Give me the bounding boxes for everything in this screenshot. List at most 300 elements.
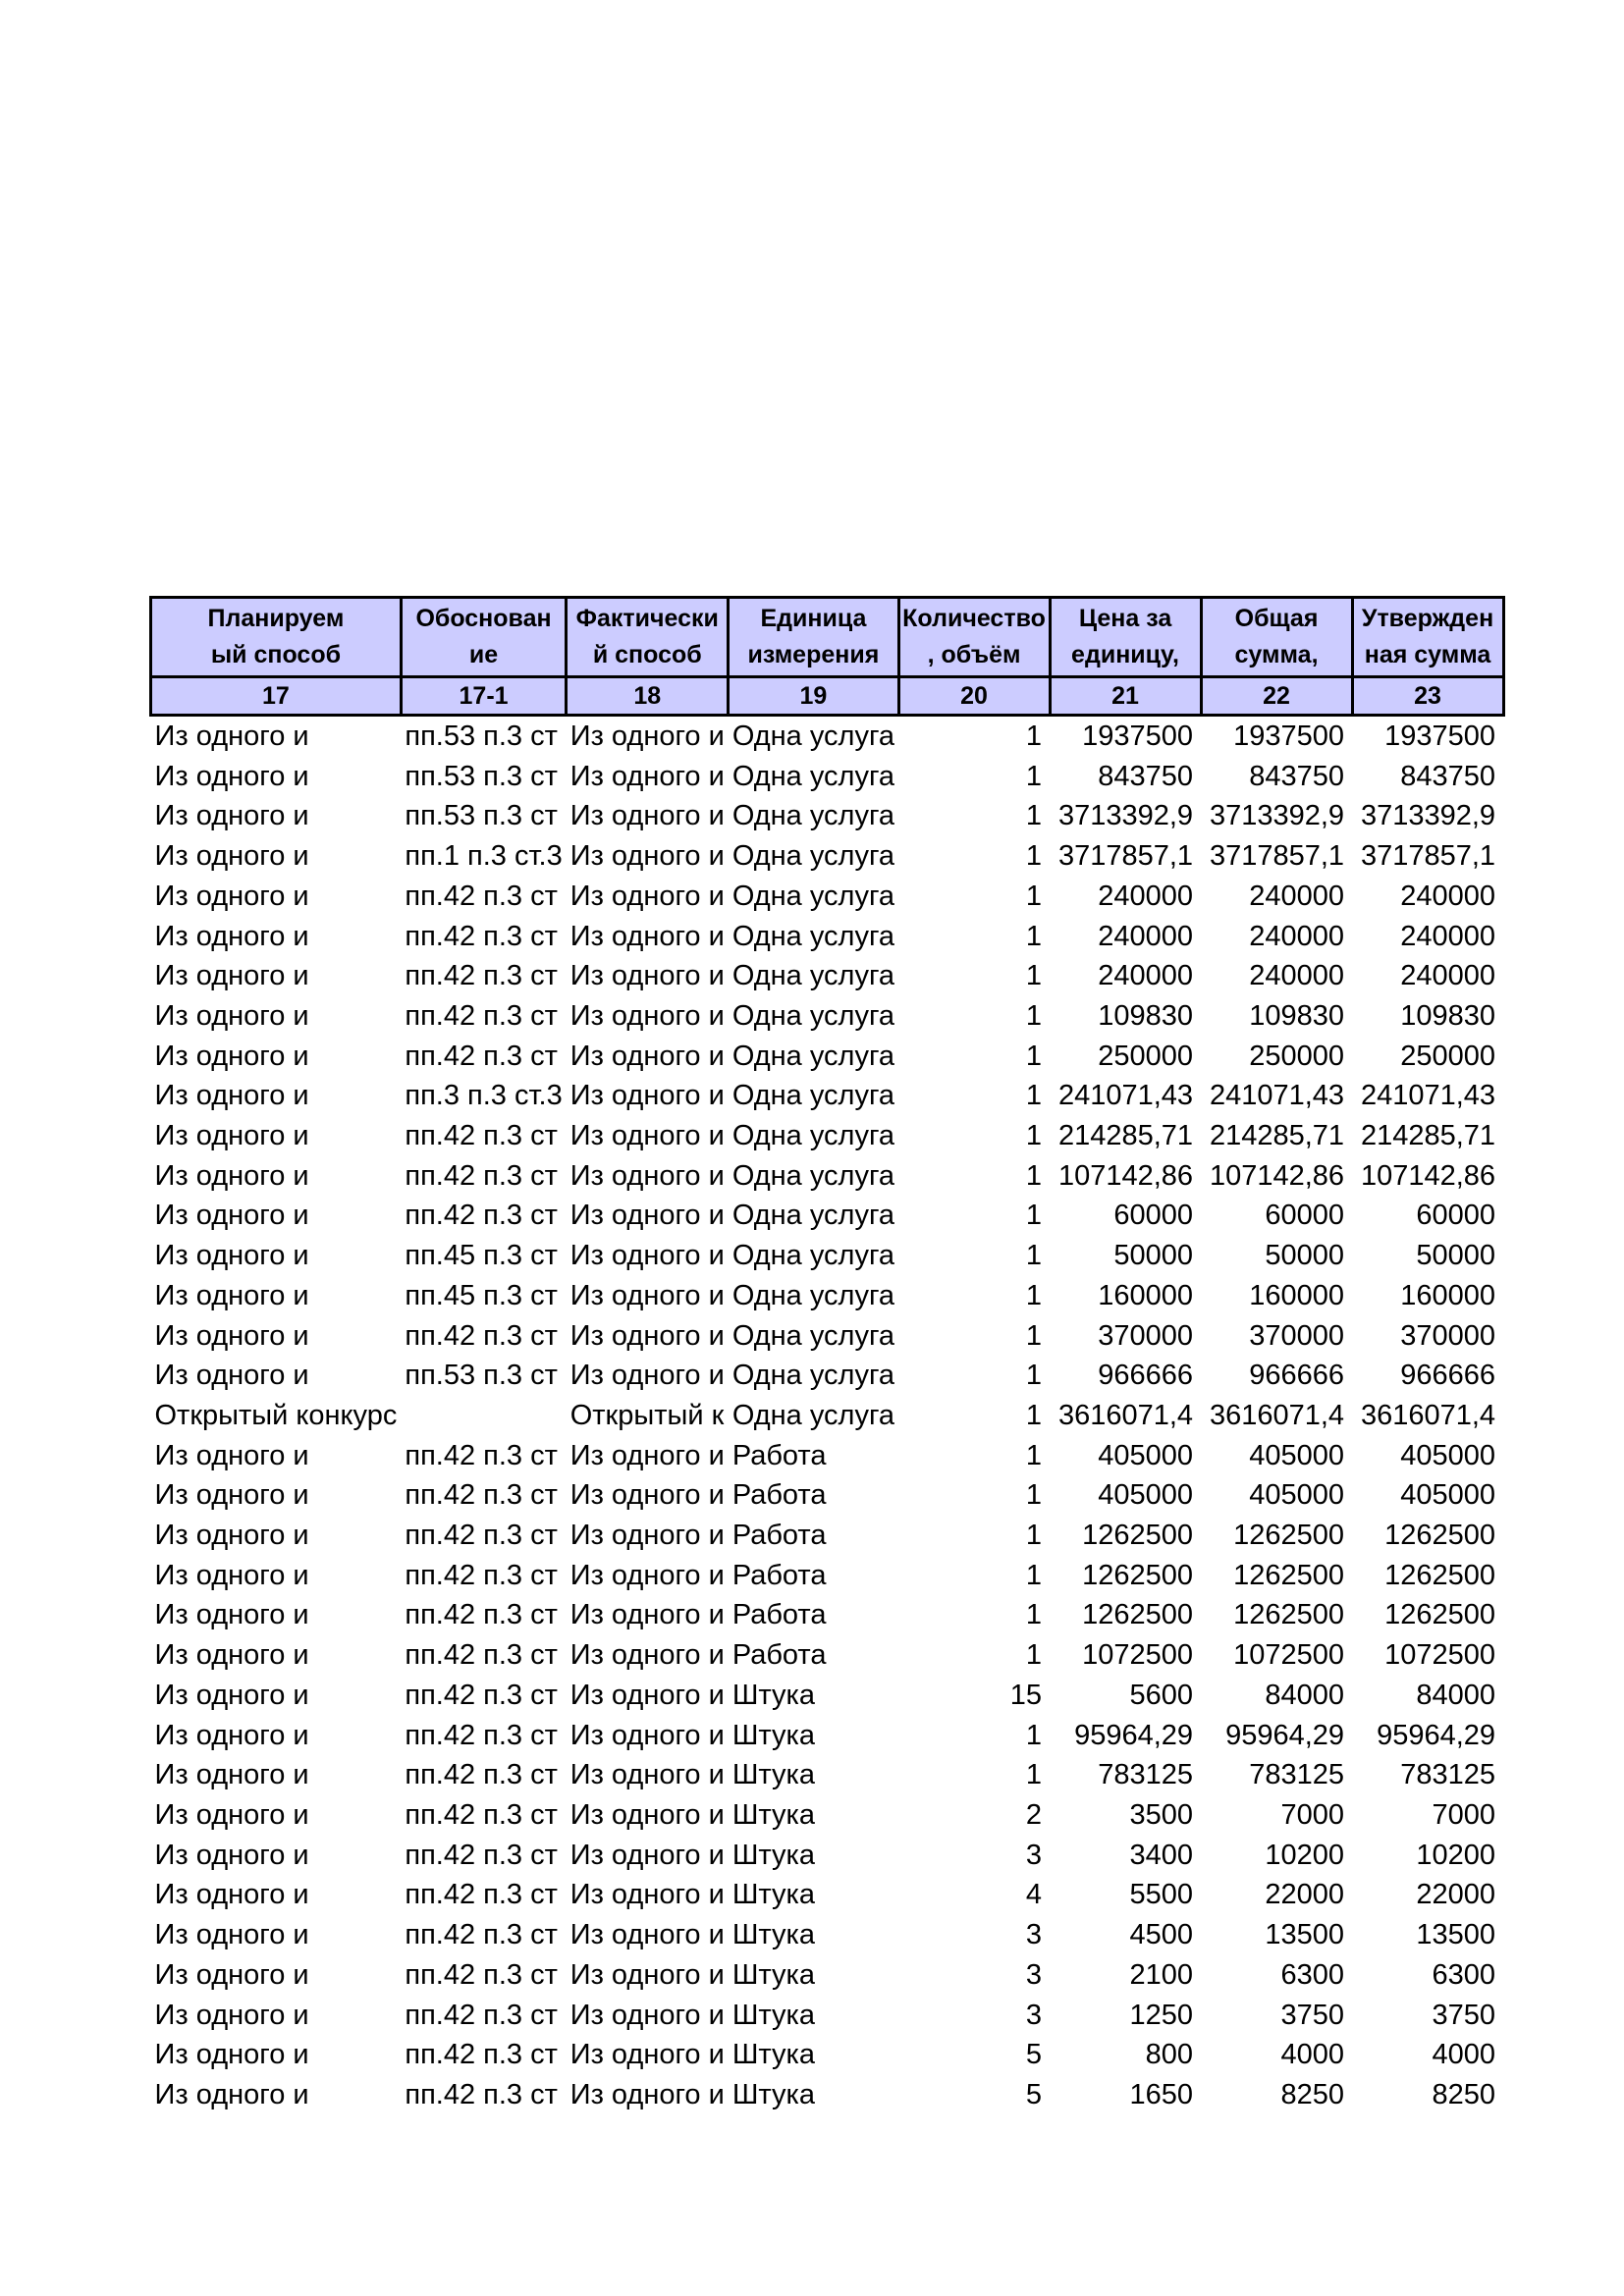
unit-cell: Штука (731, 1999, 815, 2031)
quantity-cell: 1 (1025, 1200, 1043, 1232)
table-row (151, 1516, 1504, 1556)
planned-method-cell: Из одного и (154, 920, 309, 952)
column-number: 19 (729, 677, 898, 716)
unit-price-cell: 5500 (1129, 1879, 1194, 1911)
unit-cell: Одна услуга (731, 1360, 895, 1392)
table-row (151, 1156, 1504, 1197)
unit-cell: Одна услуга (731, 840, 895, 873)
justification-cell: пп.42 п.3 ст (405, 1798, 558, 1831)
justification-cell: пп.42 п.3 ст (405, 1999, 558, 2031)
planned-method-cell: Из одного и (154, 1759, 309, 1791)
actual-method-cell: Из одного и (569, 1559, 725, 1591)
total-sum-cell: 4000 (1280, 2039, 1345, 2071)
approved-sum-cell: 241071,43 (1360, 1080, 1496, 1112)
justification-cell: пп.42 п.3 ст (405, 960, 558, 992)
unit-price-cell: 370000 (1098, 1319, 1194, 1352)
table-row (151, 796, 1504, 836)
approved-sum-cell: 6300 (1432, 1958, 1496, 1991)
table-row (151, 996, 1504, 1037)
quantity-cell: 1 (1025, 1559, 1043, 1591)
justification-cell: пп.42 п.3 ст (405, 1839, 558, 1871)
unit-cell: Работа (731, 1559, 827, 1591)
justification-cell: пп.42 п.3 ст (405, 1479, 558, 1512)
table-row (151, 1716, 1504, 1756)
total-sum-cell: 3616071,4 (1209, 1399, 1345, 1431)
total-sum-cell: 109830 (1249, 999, 1345, 1032)
quantity-cell: 1 (1025, 1479, 1043, 1512)
header-number-row (151, 677, 1504, 716)
unit-price-cell: 107142,86 (1057, 1159, 1194, 1192)
unit-price-cell: 4500 (1129, 1919, 1194, 1951)
approved-sum-cell: 3717857,1 (1360, 840, 1496, 873)
header-cell: Обоснован ие (401, 598, 566, 677)
total-sum-cell: 240000 (1249, 880, 1345, 912)
total-sum-cell: 1262500 (1233, 1599, 1345, 1631)
quantity-cell: 1 (1025, 1439, 1043, 1471)
table-row (151, 757, 1504, 797)
approved-sum-cell: 1072500 (1384, 1639, 1496, 1672)
quantity-cell: 1 (1025, 1599, 1043, 1631)
planned-method-cell: Из одного и (154, 1599, 309, 1631)
unit-price-cell: 240000 (1098, 920, 1194, 952)
header-cell: Планируем ый способ (151, 598, 402, 677)
unit-price-cell: 1650 (1129, 2078, 1194, 2110)
table-row (151, 1795, 1504, 1836)
column-number: 17-1 (401, 677, 566, 716)
quantity-cell: 1 (1025, 840, 1043, 873)
total-sum-cell: 1937500 (1233, 721, 1345, 752)
justification-cell (401, 1396, 566, 1436)
actual-method-cell: Из одного и (569, 800, 725, 832)
actual-method-cell: Из одного и (569, 721, 725, 752)
planned-method-cell: Из одного и (154, 1639, 309, 1672)
total-sum-cell: 60000 (1265, 1200, 1345, 1232)
approved-sum-cell: 405000 (1400, 1479, 1496, 1512)
total-sum-cell: 966666 (1249, 1360, 1345, 1392)
actual-method-cell: Из одного и (569, 1798, 725, 1831)
unit-price-cell: 3616071,4 (1057, 1399, 1194, 1431)
actual-method-cell: Из одного и (569, 2039, 725, 2071)
quantity-cell: 1 (1025, 721, 1043, 752)
unit-cell: Одна услуга (731, 920, 895, 952)
approved-sum-cell: 1262500 (1384, 1559, 1496, 1591)
approved-sum-cell: 8250 (1432, 2078, 1496, 2110)
header-cell: Фактически й способ (567, 598, 729, 677)
unit-price-cell: 783125 (1098, 1759, 1194, 1791)
planned-method-cell: Из одного и (154, 1200, 309, 1232)
actual-method-cell: Из одного и (569, 1839, 725, 1871)
justification-cell: пп.42 п.3 ст (405, 1159, 558, 1192)
approved-sum-cell: 370000 (1400, 1319, 1496, 1352)
approved-sum-cell: 50000 (1416, 1240, 1496, 1272)
unit-cell: Штука (731, 1879, 815, 1911)
approved-sum-cell: 10200 (1416, 1839, 1496, 1871)
table-row (151, 1316, 1504, 1357)
header-cell: Цена за единицу, (1050, 598, 1201, 677)
quantity-cell: 5 (1025, 2078, 1043, 2110)
unit-cell: Штука (731, 2039, 815, 2071)
actual-method-cell: Из одного и (569, 1639, 725, 1672)
quantity-cell: 1 (1025, 1520, 1043, 1552)
quantity-cell: 1 (1025, 1759, 1043, 1791)
actual-method-cell: Из одного и (569, 840, 725, 873)
actual-method-cell: Из одного и (569, 1200, 725, 1232)
table-row (151, 1356, 1504, 1396)
planned-method-cell: Из одного и (154, 999, 309, 1032)
total-sum-cell: 3713392,9 (1209, 800, 1345, 832)
spreadsheet-page (149, 596, 1505, 2115)
unit-price-cell: 2100 (1129, 1958, 1194, 1991)
actual-method-cell: Из одного и (569, 2078, 725, 2110)
planned-method-cell: Открытый конкурс (154, 1399, 398, 1431)
planned-method-cell: Из одного и (154, 1479, 309, 1512)
unit-price-cell: 405000 (1098, 1479, 1194, 1512)
planned-method-cell: Из одного и (154, 800, 309, 832)
procurement-table (149, 596, 1505, 2115)
justification-cell: пп.42 п.3 ст (405, 1439, 558, 1471)
planned-method-cell: Из одного и (154, 1159, 309, 1192)
planned-method-cell: Из одного и (154, 1360, 309, 1392)
unit-cell: Одна услуга (731, 1120, 895, 1152)
table-row (151, 1116, 1504, 1156)
column-number: 21 (1050, 677, 1201, 716)
approved-sum-cell: 84000 (1416, 1679, 1496, 1711)
actual-method-cell: Открытый к (569, 1399, 725, 1431)
approved-sum-cell: 3750 (1432, 1999, 1496, 2031)
unit-cell: Работа (731, 1639, 827, 1672)
planned-method-cell: Из одного и (154, 840, 309, 873)
quantity-cell: 2 (1025, 1798, 1043, 1831)
approved-sum-cell: 3713392,9 (1360, 800, 1496, 832)
actual-method-cell: Из одного и (569, 1999, 725, 2031)
unit-cell: Одна услуга (731, 800, 895, 832)
total-sum-cell: 240000 (1249, 960, 1345, 992)
quantity-cell: 15 (1009, 1679, 1043, 1711)
table-row (151, 2075, 1504, 2115)
header-cell: Единица измерения (729, 598, 898, 677)
table-row (151, 877, 1504, 917)
approved-sum-cell: 4000 (1432, 2039, 1496, 2071)
quantity-cell: 3 (1025, 1999, 1043, 2031)
justification-cell: пп.42 п.3 ст (405, 1679, 558, 1711)
quantity-cell: 1 (1025, 1319, 1043, 1352)
unit-cell: Работа (731, 1520, 827, 1552)
unit-price-cell: 214285,71 (1057, 1120, 1194, 1152)
table-row (151, 1875, 1504, 1915)
justification-cell: пп.42 п.3 ст (405, 1639, 558, 1672)
unit-price-cell: 1262500 (1082, 1559, 1194, 1591)
approved-sum-cell: 240000 (1400, 960, 1496, 992)
actual-method-cell: Из одного и (569, 920, 725, 952)
header-title-row (151, 598, 1504, 677)
planned-method-cell: Из одного и (154, 1520, 309, 1552)
approved-sum-cell: 109830 (1400, 999, 1496, 1032)
justification-cell: пп.42 п.3 ст (405, 1200, 558, 1232)
total-sum-cell: 214285,71 (1209, 1120, 1345, 1152)
planned-method-cell: Из одного и (154, 960, 309, 992)
actual-method-cell: Из одного и (569, 760, 725, 792)
approved-sum-cell: 240000 (1400, 880, 1496, 912)
planned-method-cell: Из одного и (154, 1319, 309, 1352)
total-sum-cell: 22000 (1265, 1879, 1345, 1911)
unit-price-cell: 240000 (1098, 880, 1194, 912)
unit-cell: Одна услуга (731, 1080, 895, 1112)
approved-sum-cell: 843750 (1400, 760, 1496, 792)
total-sum-cell: 1262500 (1233, 1559, 1345, 1591)
justification-cell: пп.42 п.3 ст (405, 1919, 558, 1951)
justification-cell: пп.42 п.3 ст (405, 880, 558, 912)
approved-sum-cell: 250000 (1400, 1040, 1496, 1072)
justification-cell: пп.42 п.3 ст (405, 1319, 558, 1352)
unit-cell: Одна услуга (731, 880, 895, 912)
actual-method-cell: Из одного и (569, 1520, 725, 1552)
unit-price-cell: 1072500 (1082, 1639, 1194, 1672)
approved-sum-cell: 60000 (1416, 1200, 1496, 1232)
quantity-cell: 1 (1025, 1240, 1043, 1272)
justification-cell: пп.53 п.3 ст (405, 760, 558, 792)
total-sum-cell: 13500 (1265, 1919, 1345, 1951)
justification-cell: пп.42 п.3 ст (405, 1040, 558, 1072)
quantity-cell: 1 (1025, 1279, 1043, 1311)
table-row (151, 1436, 1504, 1476)
unit-cell: Одна услуга (731, 1040, 895, 1072)
total-sum-cell: 107142,86 (1209, 1159, 1345, 1192)
planned-method-cell: Из одного и (154, 1439, 309, 1471)
table-body (151, 716, 1504, 2115)
table-row (151, 1996, 1504, 2036)
quantity-cell: 1 (1025, 1159, 1043, 1192)
quantity-cell: 1 (1025, 1399, 1043, 1431)
total-sum-cell: 8250 (1280, 2078, 1345, 2110)
table-row (151, 1037, 1504, 1077)
total-sum-cell: 6300 (1280, 1958, 1345, 1991)
unit-cell: Штука (731, 1719, 815, 1751)
total-sum-cell: 50000 (1265, 1240, 1345, 1272)
unit-cell: Штука (731, 1919, 815, 1951)
column-number: 17 (151, 677, 402, 716)
table-row (151, 1475, 1504, 1516)
quantity-cell: 4 (1025, 1879, 1043, 1911)
quantity-cell: 1 (1025, 920, 1043, 952)
unit-price-cell: 843750 (1098, 760, 1194, 792)
approved-sum-cell: 95964,29 (1377, 1719, 1496, 1751)
actual-method-cell: Из одного и (569, 1958, 725, 1991)
actual-method-cell: Из одного и (569, 1120, 725, 1152)
table-row (151, 1676, 1504, 1716)
header-cell: Утвержден ная сумма (1352, 598, 1503, 677)
column-number: 18 (567, 677, 729, 716)
planned-method-cell: Из одного и (154, 1879, 309, 1911)
justification-cell: пп.42 п.3 ст (405, 1759, 558, 1791)
total-sum-cell: 783125 (1249, 1759, 1345, 1791)
unit-cell: Одна услуга (731, 760, 895, 792)
total-sum-cell: 95964,29 (1225, 1719, 1345, 1751)
unit-price-cell: 240000 (1098, 960, 1194, 992)
unit-cell: Штука (731, 1759, 815, 1791)
actual-method-cell: Из одного и (569, 1279, 725, 1311)
unit-price-cell: 5600 (1129, 1679, 1194, 1711)
unit-cell: Работа (731, 1439, 827, 1471)
unit-price-cell: 1250 (1129, 1999, 1194, 2031)
justification-cell: пп.42 п.3 ст (405, 2039, 558, 2071)
justification-cell: пп.53 п.3 ст (405, 721, 558, 752)
justification-cell: пп.1 п.3 ст.3 (405, 840, 563, 873)
justification-cell: пп.42 п.3 ст (405, 1520, 558, 1552)
quantity-cell: 1 (1025, 800, 1043, 832)
quantity-cell: 1 (1025, 1040, 1043, 1072)
approved-sum-cell: 107142,86 (1360, 1159, 1496, 1192)
actual-method-cell: Из одного и (569, 1360, 725, 1392)
table-row (151, 1396, 1504, 1436)
approved-sum-cell: 1262500 (1384, 1520, 1496, 1552)
column-number: 23 (1352, 677, 1503, 716)
unit-cell: Штука (731, 2078, 815, 2110)
actual-method-cell: Из одного и (569, 1599, 725, 1631)
quantity-cell: 1 (1025, 760, 1043, 792)
unit-price-cell: 1262500 (1082, 1520, 1194, 1552)
unit-price-cell: 1937500 (1082, 721, 1194, 752)
justification-cell: пп.53 п.3 ст (405, 800, 558, 832)
table-row (151, 1955, 1504, 1996)
actual-method-cell: Из одного и (569, 1919, 725, 1951)
total-sum-cell: 843750 (1249, 760, 1345, 792)
quantity-cell: 1 (1025, 1719, 1043, 1751)
planned-method-cell: Из одного и (154, 1719, 309, 1751)
unit-price-cell: 3400 (1129, 1839, 1194, 1871)
total-sum-cell: 250000 (1249, 1040, 1345, 1072)
unit-cell: Штука (731, 1679, 815, 1711)
planned-method-cell: Из одного и (154, 1559, 309, 1591)
unit-cell: Одна услуга (731, 999, 895, 1032)
total-sum-cell: 1072500 (1233, 1639, 1345, 1672)
approved-sum-cell: 22000 (1416, 1879, 1496, 1911)
unit-price-cell: 3717857,1 (1057, 840, 1194, 873)
justification-cell: пп.42 п.3 ст (405, 1879, 558, 1911)
unit-cell: Одна услуга (731, 1159, 895, 1192)
justification-cell: пп.42 п.3 ст (405, 1958, 558, 1991)
approved-sum-cell: 1937500 (1384, 721, 1496, 752)
justification-cell: пп.3 п.3 ст.3 (405, 1080, 563, 1112)
approved-sum-cell: 966666 (1400, 1360, 1496, 1392)
table-row (151, 1755, 1504, 1795)
planned-method-cell: Из одного и (154, 1958, 309, 1991)
justification-cell: пп.42 п.3 ст (405, 1120, 558, 1152)
unit-cell: Одна услуга (731, 721, 895, 752)
unit-cell: Штука (731, 1839, 815, 1871)
planned-method-cell: Из одного и (154, 1080, 309, 1112)
actual-method-cell: Из одного и (569, 1040, 725, 1072)
approved-sum-cell: 405000 (1400, 1439, 1496, 1471)
approved-sum-cell: 214285,71 (1360, 1120, 1496, 1152)
unit-cell: Штука (731, 1798, 815, 1831)
total-sum-cell: 240000 (1249, 920, 1345, 952)
table-row (151, 956, 1504, 996)
planned-method-cell: Из одного и (154, 760, 309, 792)
actual-method-cell: Из одного и (569, 1759, 725, 1791)
unit-price-cell: 405000 (1098, 1439, 1194, 1471)
total-sum-cell: 3717857,1 (1209, 840, 1345, 873)
actual-method-cell: Из одного и (569, 1080, 725, 1112)
planned-method-cell: Из одного и (154, 1839, 309, 1871)
actual-method-cell: Из одного и (569, 1240, 725, 1272)
planned-method-cell: Из одного и (154, 1798, 309, 1831)
quantity-cell: 1 (1025, 1120, 1043, 1152)
table-row (151, 1276, 1504, 1316)
quantity-cell: 3 (1025, 1839, 1043, 1871)
actual-method-cell: Из одного и (569, 960, 725, 992)
actual-method-cell: Из одного и (569, 1319, 725, 1352)
approved-sum-cell: 3616071,4 (1360, 1399, 1496, 1431)
actual-method-cell: Из одного и (569, 1879, 725, 1911)
unit-price-cell: 95964,29 (1074, 1719, 1194, 1751)
planned-method-cell: Из одного и (154, 1999, 309, 2031)
total-sum-cell: 10200 (1265, 1839, 1345, 1871)
justification-cell: пп.45 п.3 ст (405, 1279, 558, 1311)
column-number: 22 (1201, 677, 1352, 716)
quantity-cell: 1 (1025, 999, 1043, 1032)
total-sum-cell: 7000 (1280, 1798, 1345, 1831)
table-row (151, 716, 1504, 757)
table-row (151, 1915, 1504, 1955)
actual-method-cell: Из одного и (569, 1159, 725, 1192)
unit-cell: Штука (731, 1958, 815, 1991)
table-row (151, 1076, 1504, 1116)
justification-cell: пп.45 п.3 ст (405, 1240, 558, 1272)
total-sum-cell: 405000 (1249, 1479, 1345, 1512)
planned-method-cell: Из одного и (154, 1040, 309, 1072)
unit-price-cell: 800 (1145, 2039, 1194, 2071)
planned-method-cell: Из одного и (154, 2039, 309, 2071)
justification-cell: пп.42 п.3 ст (405, 999, 558, 1032)
justification-cell: пп.42 п.3 ст (405, 920, 558, 952)
table-row (151, 1836, 1504, 1876)
approved-sum-cell: 240000 (1400, 920, 1496, 952)
unit-price-cell: 1262500 (1082, 1599, 1194, 1631)
actual-method-cell: Из одного и (569, 1719, 725, 1751)
planned-method-cell: Из одного и (154, 721, 309, 752)
total-sum-cell: 1262500 (1233, 1520, 1345, 1552)
justification-cell: пп.53 п.3 ст (405, 1360, 558, 1392)
justification-cell: пп.42 п.3 ст (405, 1599, 558, 1631)
quantity-cell: 1 (1025, 960, 1043, 992)
unit-cell: Одна услуга (731, 1319, 895, 1352)
total-sum-cell: 160000 (1249, 1279, 1345, 1311)
unit-price-cell: 3713392,9 (1057, 800, 1194, 832)
unit-price-cell: 966666 (1098, 1360, 1194, 1392)
table-row (151, 836, 1504, 877)
unit-price-cell: 3500 (1129, 1798, 1194, 1831)
table-row (151, 1635, 1504, 1676)
unit-price-cell: 50000 (1113, 1240, 1194, 1272)
quantity-cell: 3 (1025, 1919, 1043, 1951)
header-cell: Количество , объём (898, 598, 1050, 677)
justification-cell: пп.42 п.3 ст (405, 2078, 558, 2110)
unit-price-cell: 241071,43 (1057, 1080, 1194, 1112)
planned-method-cell: Из одного и (154, 1919, 309, 1951)
approved-sum-cell: 7000 (1432, 1798, 1496, 1831)
quantity-cell: 1 (1025, 1080, 1043, 1112)
quantity-cell: 1 (1025, 1360, 1043, 1392)
unit-cell: Одна услуга (731, 1240, 895, 1272)
table-row (151, 1196, 1504, 1236)
unit-cell: Работа (731, 1479, 827, 1512)
planned-method-cell: Из одного и (154, 1120, 309, 1152)
planned-method-cell: Из одного и (154, 1679, 309, 1711)
total-sum-cell: 241071,43 (1209, 1080, 1345, 1112)
justification-cell: пп.42 п.3 ст (405, 1559, 558, 1591)
column-number: 20 (898, 677, 1050, 716)
quantity-cell: 1 (1025, 1639, 1043, 1672)
